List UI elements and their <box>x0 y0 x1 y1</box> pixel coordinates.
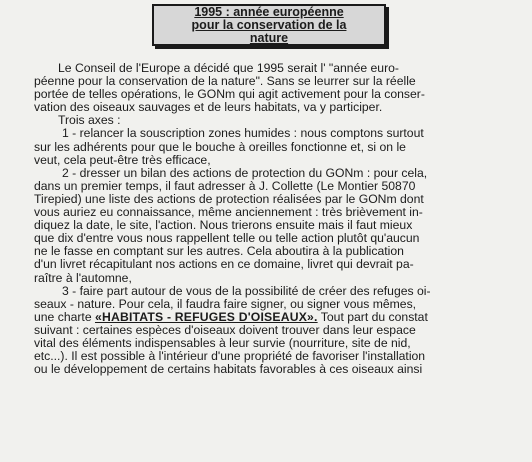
text-line: ou le développement de certains habitats favorables à ces oiseaux ainsi <box>34 362 423 377</box>
text-line: que dix d'entre vous nous rappellent telle ou telle action plutôt qu'aucun <box>34 231 420 246</box>
text-line: vous auriez eu connaissance, même anciennement : très brièvement in- <box>34 205 423 220</box>
text-line: veut, cela peut-être très efficace, <box>34 152 211 167</box>
title-box <box>152 4 386 46</box>
text-line: dans un premier temps, il faut adresser à J. Collette (Le Montier 50870 <box>34 178 416 193</box>
text-line: ne le fasse en comptant sur les autres. Cela aboutira à la publication <box>34 244 404 259</box>
text-line: sur les adhérents pour que le bouche à oreilles fonctionne et, si on le <box>34 139 406 154</box>
text-line: 1 - relancer la souscription zones humides : nous comptons surtout <box>62 126 424 141</box>
text-line: 2 - dresser un bilan des actions de protection du GONm : pour cela, <box>62 165 428 180</box>
text-line: vation des oiseaux sauvages et de leurs habitats, va y participer. <box>34 100 383 115</box>
article-body <box>34 62 530 376</box>
text-line: diquez la date, le site, l'action. Nous trierons ensuite mais il faut mieux <box>34 218 413 233</box>
text-line: etc...). Il est possible à l'intérieur d'une propriété de favoriser l'installation <box>34 349 426 364</box>
charter-title: «HABITATS - REFUGES D'OISEAUX». <box>94 309 318 324</box>
text-line: suivant : certaines espèces d'oiseaux doivent trouver dans leur espace <box>34 322 416 337</box>
title-line-1: 1995 : année européenne <box>194 5 344 19</box>
text-line: seaux - nature. Pour cela, il faudra faire signer, ou signer vous mêmes, <box>34 296 417 311</box>
text-line: raître à l'automne, <box>34 270 132 285</box>
text-fragment: Tout part du constat <box>320 309 428 324</box>
title-line-2: pour la conservation de la <box>191 18 347 32</box>
text-line: d'un livret récapitulant nos actions en ce domaine, livret qui devrait pa- <box>34 257 414 272</box>
text-line: portée de telles opérations, le GONm qui agit activement pour la conser- <box>34 87 425 102</box>
text-line <box>34 311 530 324</box>
text-line: 3 - faire part autour de vous de la possibilité de créer des refuges oi- <box>62 283 431 298</box>
text-fragment: une charte <box>34 309 92 324</box>
title-line-3: nature <box>249 31 289 45</box>
text-line: vital des éléments indispensables à leur survie (nourriture, site de nid, <box>34 335 411 350</box>
text-line: Le Conseil de l'Europe a décidé que 1995 serait l' "année euro- <box>58 61 399 75</box>
text-line: Trois axes : <box>58 113 121 128</box>
text-line: péenne pour la conservation de la nature". Sans se leurrer sur la réelle <box>34 74 416 89</box>
text-line: Tirepied) une liste des actions de protection réalisées par le GONm dont <box>34 191 424 206</box>
